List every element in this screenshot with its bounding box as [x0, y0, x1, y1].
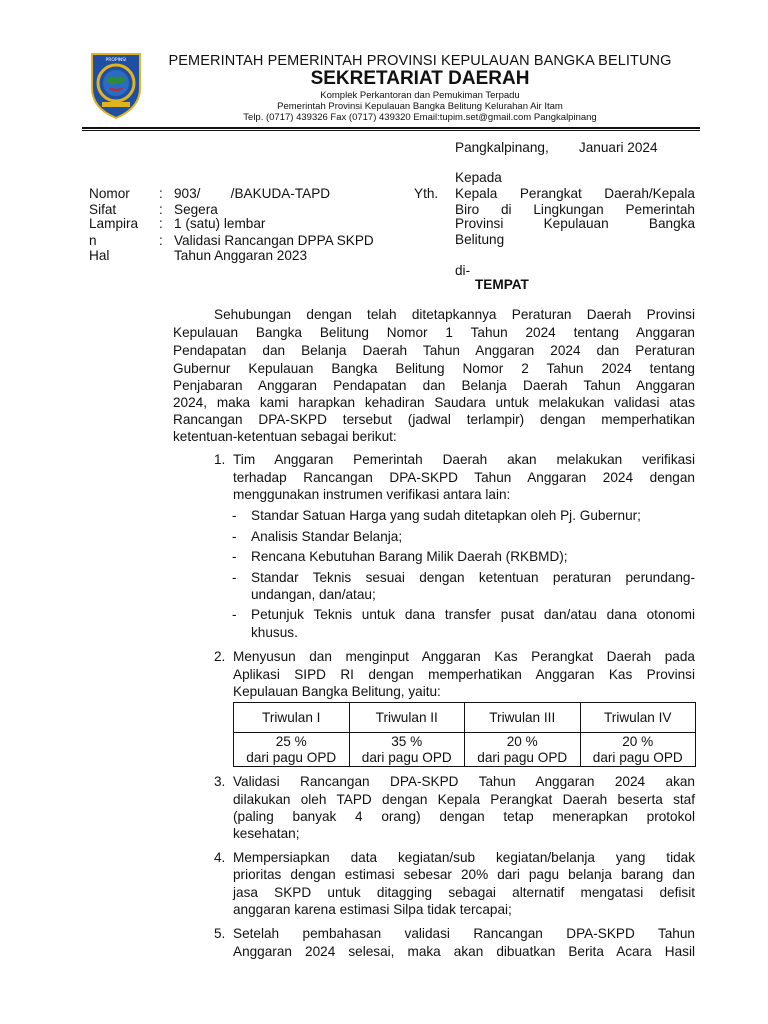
table-cell [234, 733, 350, 767]
meta-value: 903/ /BAKUDA-TAPD [174, 186, 331, 201]
item-line: Anggaran 2024 selesai, maka akan dibuatkan Berita Acara Hasil [233, 944, 695, 959]
percent-value: 20 % [622, 733, 654, 749]
meta-colon: : [159, 216, 163, 231]
sub-dash: - [232, 549, 237, 564]
kepada-label: Kepada [455, 170, 502, 185]
table-cell [349, 733, 465, 767]
percent-note: dari pagu OPD [361, 749, 452, 765]
item-number: 5. [214, 926, 226, 941]
paragraph-line: Pendapatan dan Belanja Daerah Tahun Anggaran 2024 dan Peraturan [173, 343, 695, 358]
meta-colon: : [159, 202, 163, 217]
item-line: prioritas dengan estimasi sebesar 20% dari pagu belanja barang dan [233, 867, 695, 882]
meta-colon: : [159, 186, 163, 201]
sub-dash: - [232, 570, 237, 585]
item-number: 4. [214, 850, 226, 865]
item-line: jasa SKPD untuk ditagging sebagai alternatif mengatasi defisit [233, 885, 695, 900]
letterhead-contact: Telp. (0717) 439326 Fax (0717) 439320 Email:tupim.set@gmail.com Pangkalpinang [243, 112, 597, 123]
item-line: Menyusun dan menginput Anggaran Kas Perangkat Daerah pada [233, 649, 695, 664]
meta-value: Validasi Rancangan DPPA SKPD [174, 233, 374, 248]
paragraph-line: Penjabaran Anggaran Pendapatan dan Belanja Daerah Tahun Anggaran [173, 378, 695, 393]
percent-value: 35 % [391, 733, 423, 749]
item-line: Validasi Rancangan DPA-SKPD Tahun Anggaran 2024 akan [233, 774, 695, 789]
provincial-logo [84, 50, 148, 120]
tempat-label: TEMPAT [475, 277, 529, 292]
meta-label: n [89, 233, 97, 248]
item-line: menggunakan instrumen verifikasi antara lain: [233, 487, 511, 502]
sub-dash: - [232, 529, 237, 544]
letterhead-rule-thin [82, 130, 700, 131]
sub-item-line: Standar Satuan Harga yang sudah ditetapkan oleh Pj. Gubernur; [251, 508, 641, 523]
item-number: 3. [214, 774, 226, 789]
item-line: Aplikasi SIPD RI dengan memperhatikan Anggaran Kas Provinsi [233, 667, 695, 682]
table-row [234, 733, 696, 767]
meta-label: Hal [89, 248, 110, 263]
yth-label: Yth. [414, 186, 439, 201]
paragraph-line: Gubernur Kepulauan Bangka Belitung Nomor 2 Tahun 2024 tentang [173, 361, 695, 376]
percent-value: 25 % [275, 733, 307, 749]
letterhead-rule-thick [82, 127, 700, 129]
recipient-line: Belitung [455, 232, 505, 247]
table-header-row [234, 703, 696, 733]
sub-item-line: Petunjuk Teknis untuk dana transfer pusat dan/atau dana otonomi [251, 607, 695, 622]
percent-note: dari pagu OPD [477, 749, 568, 765]
table-cell [465, 733, 581, 767]
paragraph-line: Kepulauan Bangka Belitung Nomor 1 Tahun 2024 tentang Anggaran [173, 325, 695, 340]
meta-value: Segera [174, 202, 218, 217]
sub-item-line: undangan, dan/atau; [251, 587, 376, 602]
paragraph-line: Sehubungan dengan telah ditetapkannya Peraturan Daerah Provinsi [214, 307, 695, 322]
place-date: Pangkalpinang, Januari 2024 [455, 140, 658, 155]
letterhead-address-1: Komplek Perkantoran dan Pemukiman Terpadu [320, 90, 520, 101]
sub-dash: - [232, 607, 237, 622]
paragraph-line: 2024, maka kami harapkan kehadiran Saudara untuk melakukan validasi atas [173, 395, 695, 410]
triwulan-table [233, 702, 696, 767]
meta-value: Tahun Anggaran 2023 [174, 248, 308, 263]
sub-dash: - [232, 508, 237, 523]
item-line: terhadap Rancangan DPA-SKPD Tahun Anggaran 2024 dengan [233, 470, 695, 485]
item-line: kesehatan; [233, 826, 300, 841]
percent-note: dari pagu OPD [592, 749, 683, 765]
item-line: (paling banyak 4 orang) dengan tetap menerapkan protokol [233, 809, 695, 824]
meta-value: 1 (satu) lembar [174, 216, 266, 231]
item-line: anggaran karena estimasi Silpa tidak tercapai; [233, 902, 512, 917]
item-line: Mempersiapkan data kegiatan/sub kegiatan/belanja yang tidak [233, 850, 695, 865]
table-header-cell: Triwulan IV [580, 703, 696, 733]
item-number: 2. [214, 649, 226, 664]
item-line: Tim Anggaran Pemerintah Daerah akan melakukan verifikasi [233, 452, 695, 467]
item-line: Kepulauan Bangka Belitung, yaitu: [233, 684, 441, 699]
sub-item-line: Analisis Standar Belanja; [251, 529, 403, 544]
meta-label: Lampira [89, 216, 139, 231]
meta-label: Sifat [89, 202, 117, 217]
meta-colon: : [159, 233, 163, 248]
recipient-line: Biro di Lingkungan Pemerintah [455, 202, 695, 217]
paragraph-line: Rancangan DPA-SKPD tersebut (jadwal terlampir) dengan memperhatikan [173, 412, 695, 427]
svg-text:PROPINSI: PROPINSI [105, 58, 127, 63]
di-label: di- [455, 263, 471, 278]
recipient-line: Kepala Perangkat Daerah/Kepala [455, 186, 695, 201]
percent-value: 20 % [506, 733, 538, 749]
item-line: dilakukan oleh TAPD dengan Kepala Perangkat Daerah beserta staf [233, 792, 695, 807]
letterhead-secretariat: SEKRETARIAT DAERAH [310, 68, 530, 89]
meta-label: Nomor [89, 186, 130, 201]
table-header-cell: Triwulan II [349, 703, 465, 733]
paragraph-line: ketentuan-ketentuan sebagai berikut: [173, 429, 397, 444]
sub-item-line: khusus. [251, 625, 298, 640]
table-header-cell: Triwulan III [465, 703, 581, 733]
recipient-line: Provinsi Kepulauan Bangka [455, 216, 695, 231]
letterhead-address-2: Pemerintah Provinsi Kepulauan Bangka Belitung Kelurahan Air Itam [277, 101, 563, 112]
table-cell [580, 733, 696, 767]
item-number: 1. [214, 452, 226, 467]
item-line: Setelah pembahasan validasi Rancangan DPA-SKPD Tahun [233, 926, 695, 941]
sub-item-line: Standar Teknis sesuai dengan ketentuan peraturan perundang- [251, 570, 695, 585]
sub-item-line: Rencana Kebutuhan Barang Milik Daerah (RKBMD); [251, 549, 568, 564]
percent-note: dari pagu OPD [246, 749, 337, 765]
letterhead-government: PEMERINTAH PEMERINTAH PROVINSI KEPULAUAN BANGKA BELITUNG [168, 53, 672, 69]
table-header-cell: Triwulan I [234, 703, 350, 733]
